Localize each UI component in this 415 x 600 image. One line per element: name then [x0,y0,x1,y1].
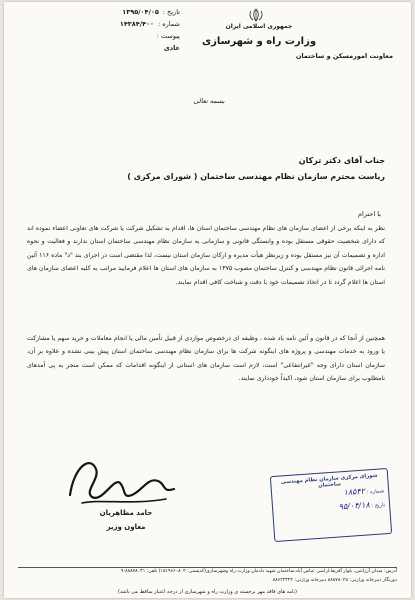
date-value: ۱۳۹۵/۰۴/۰۵ [122,8,159,16]
ministry-title: وزارت راه و شهرسازی [201,36,317,47]
republic-title: جمهوری اسلامی ایران [225,23,293,30]
footer-secretariat: دورنگار دبیرخانه وزارتی: ۸۸۸۷۸۰۴۵ دبیرخانه وزارتی: ۸۸۶۴۳۳۲۳ [272,578,397,583]
paragraph-2: همچنین از آنجا که در قانون و آئین نامه یاد شده ، وظیفه ای درخصوص مواردی از قبیل تأمین مالی یا انجام معاملات و خرید سهم یا مشارکت یا ورود به خدمات مهندسی و پروژه های اینگونه شرکت ها برای سازمان نظام مهندسی ساختمان استان پیش بینی نشده و علاوه بر آن، سازمان استان دارای وجه "غیرانتفاعی" است، لازم است سازمان های استانی از اینگونه اقدامات که ممکن است منجر به پی آمدهای نامطلوب برای سازمان استان شود، اکیداً خودداری نمایند. [27,335,385,383]
signer-name: حامد مظاهریان [99,509,153,517]
classification-row [30,42,180,54]
number-value: ۱۴۳۸۴/۴۰۰ [119,20,154,28]
stamp-date-label: تاریخ : [371,502,386,510]
recipient-title: ریاست محترم سازمان نظام مهندسی ساختمان ( شورای مرکزی ) [127,172,385,181]
receipt-stamp [270,468,392,542]
iran-emblem-icon [247,8,265,22]
stamp-title: شورای مرکزی سازمان نظام مهندسی ساختمان [280,472,378,489]
letter-page [4,2,411,598]
footer-address: آدرس: میدان آرژانتین، بلوار آفریقا،اراضی عباس آباد،ساختمان شهید دادمان وزارت راه وشهرسازی(کدپستی: ۱۵۱۹۶۶۰۸۰۲) تلفن: ۸۸۸۷۸۰۳۱-۹ [120,569,397,574]
bism-line: بسمه تعالی [193,97,225,105]
stamp-date-row [277,499,385,516]
attachment-label: پیوست : [156,32,180,40]
signer-title: معاون وزیر [106,523,146,531]
date-row [30,6,180,18]
footer-notice: (نامه های فاقد مهر برجسته ی وزارت راه و شهرسازی از درجه اعتبار ساقط می باشد) [117,589,297,595]
deputy-title: معاونت امورمسکن و ساختمان [295,52,393,60]
greeting: با احترام [357,210,381,218]
stamp-number-value: ۱۸۵۴۲ [343,486,366,498]
classification-value: عادی [163,44,180,52]
stamp-number-label: شماره : [366,488,385,496]
number-label: شماره : [158,20,180,28]
attachment-row [30,30,180,42]
handwritten-signature-icon [62,447,182,517]
number-row [30,18,180,30]
letter-meta [30,6,180,54]
stamp-date-value: ۹۵/۰۴/۱۸ [338,500,371,512]
recipient-name: جناب آقای دکتر ترکان [298,156,385,165]
paragraph-1: نظر به اینکه برخی از اعضای سازمان های نظام مهندسی ساختمان استان ها، اقدام به تشکیل شرکت یا شرکت های تعاونی اعضاء نموده اند که دارای شخصیت حقوقی مستقل بوده و وابستگی قانونی و سازمانی به سازمان نظام مهندسی ساختمان استان ندارند و فعالیت و نحوه اداره و تصمیمات آن نیز مستقل بوده و زیرنظر هیأت مدیره و ارکان سازمان استان نیست، لذا مقتضی است در اجرای بند "د" ماده ۱۱۶ آئین نامه اجرائی قانون نظام مهندسی و کنترل ساختمان مصوب ۱۳۷۵ به سازمان های استان ها اعلام فرمایید مراتب به کلیه اعضای سازمان های استان ها اعلام گردد تا در اتخاذ تصمیمات خود با دقت و شناخت کافی اقدام نمایند. [27,225,385,286]
date-label: تاریخ : [162,8,180,16]
